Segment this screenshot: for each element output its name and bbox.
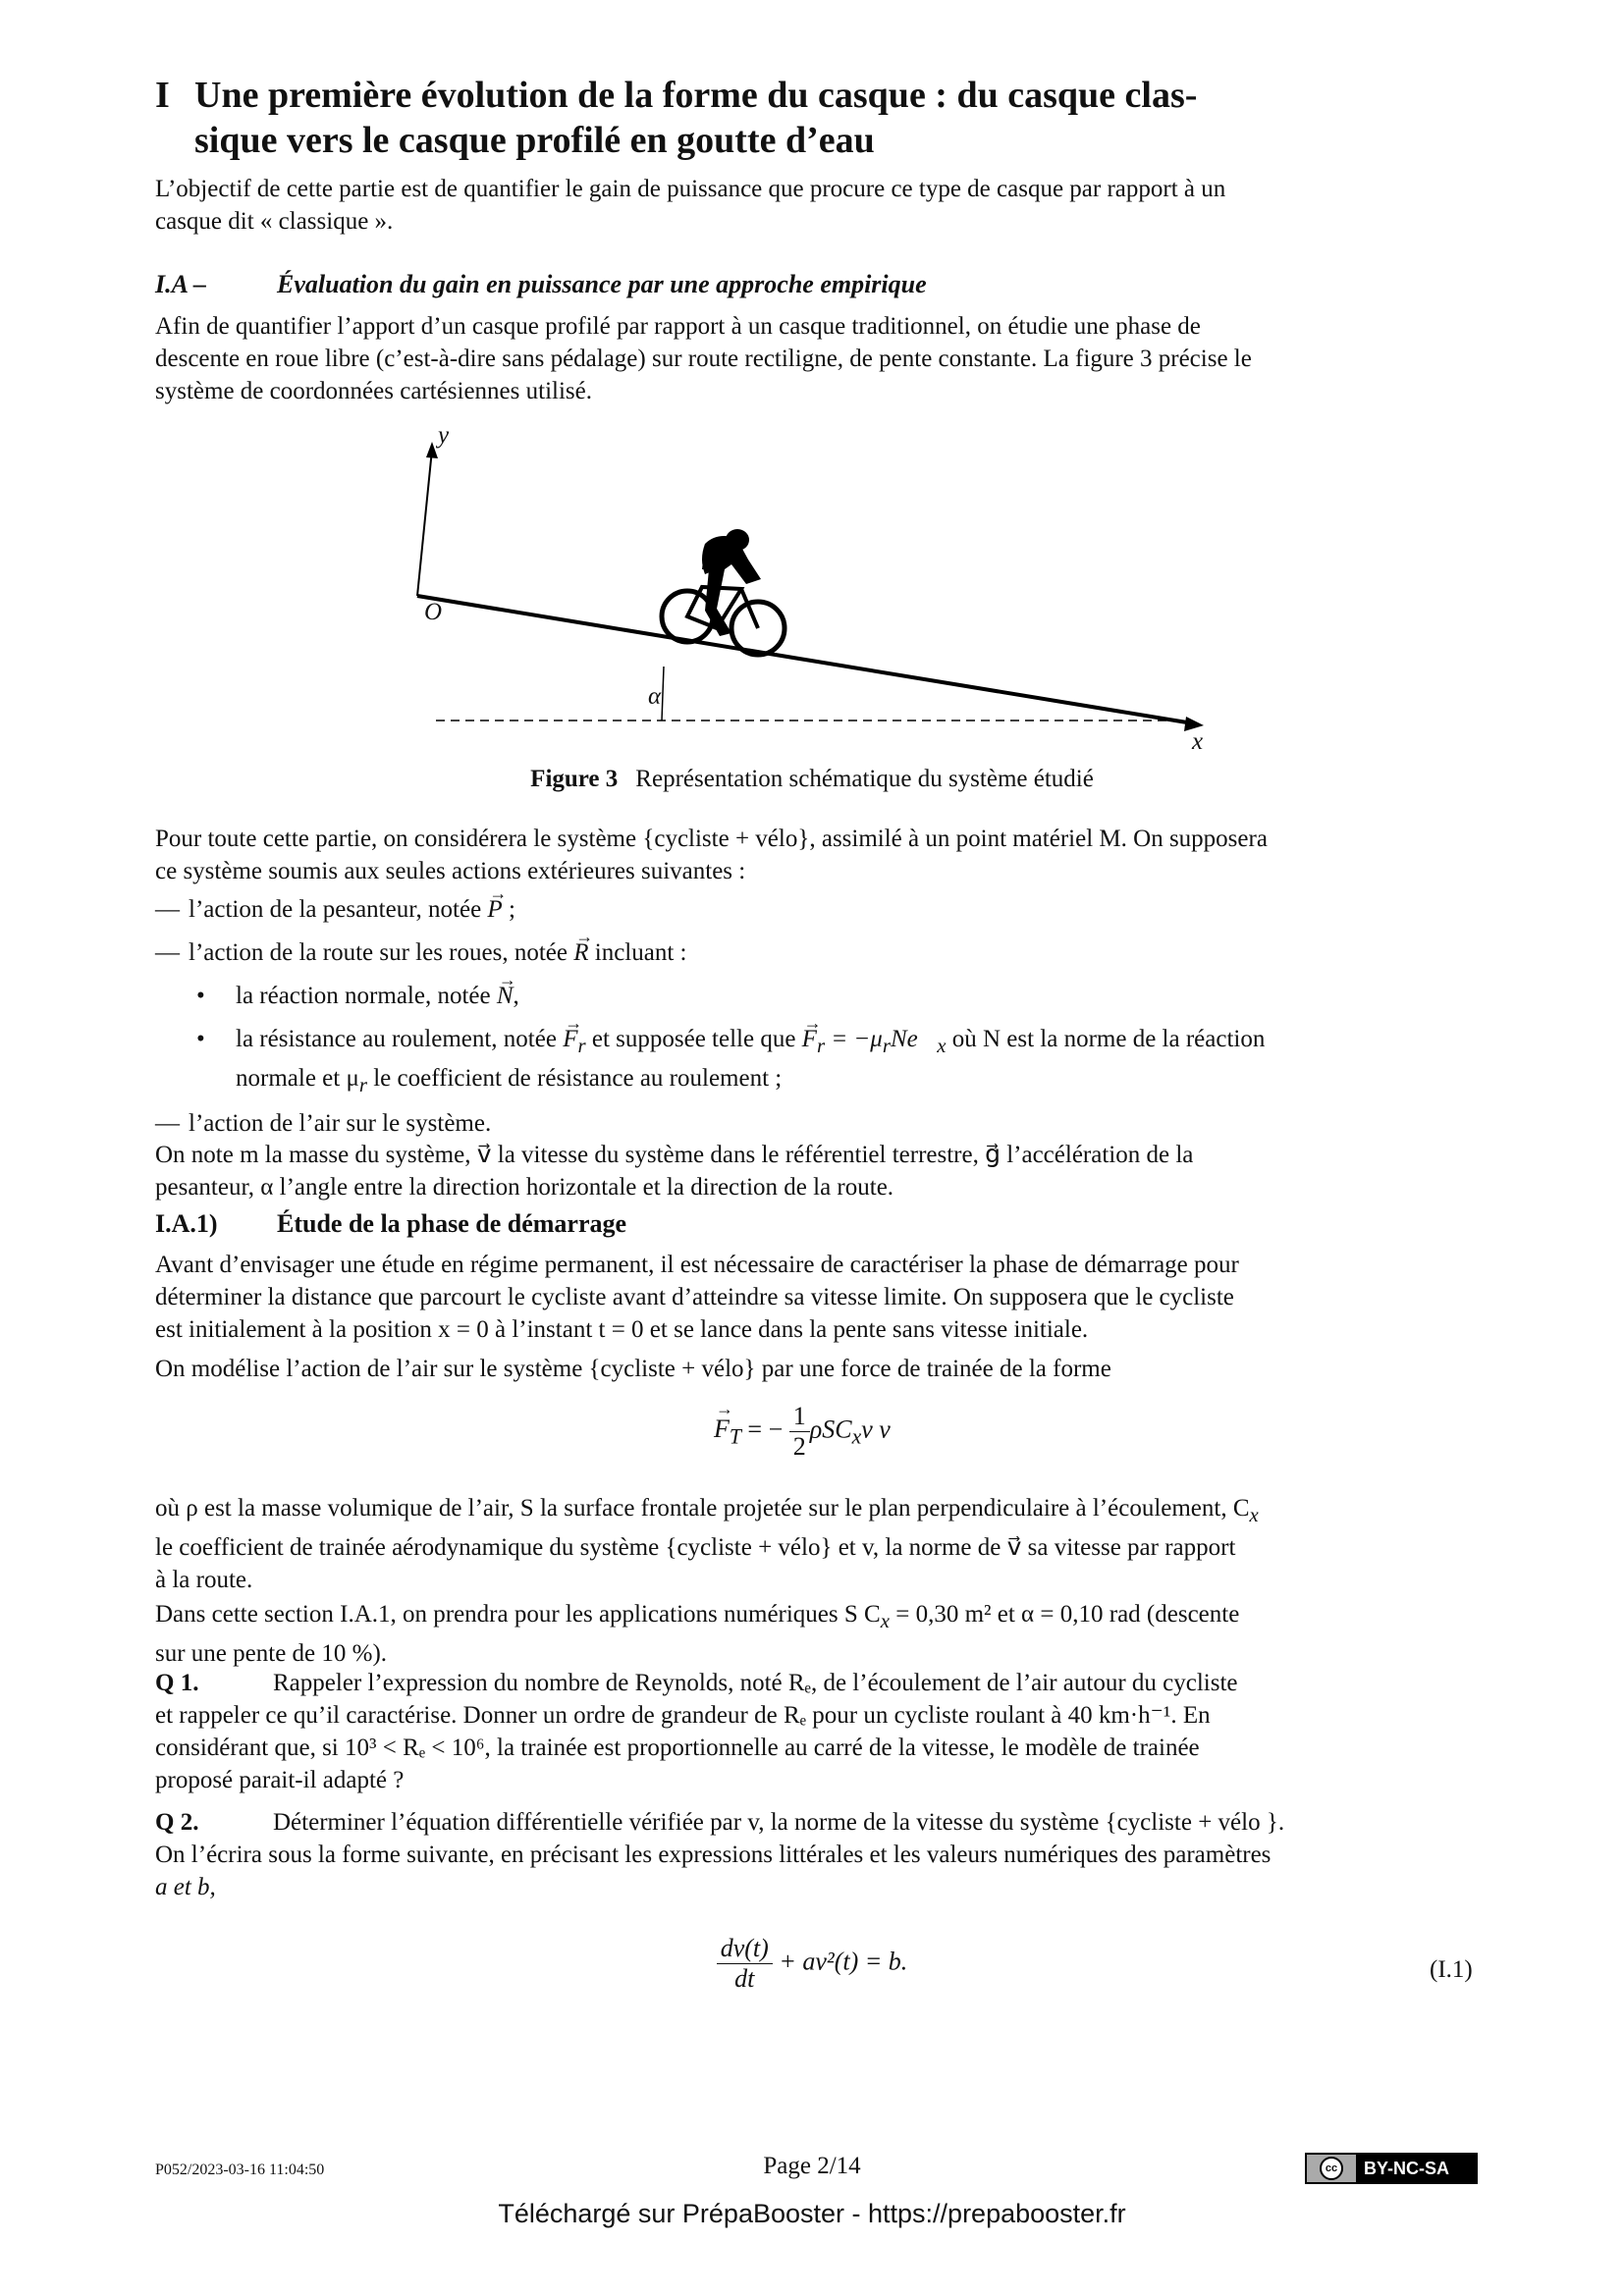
eq-rhs-sub: x xyxy=(851,1424,862,1449)
para-line: où ρ est la masse volumique de l’air, S la surface frontale projetée sur le plan perpendiculaire à l’écoulement, $C_x$ xyxy=(155,1495,1259,1526)
question-2 xyxy=(155,1806,1479,1903)
road-x-axis xyxy=(417,596,1193,723)
equation-tag: (I.1) xyxy=(1430,1956,1473,1983)
subsubsection-title: Étude de la phase de démarrage xyxy=(277,1209,627,1238)
question-line: considérant que, si 10³ < Rₑ < 10⁶, la trainée est proportionnelle au carré de la vitesse, le modèle de trainée xyxy=(155,1735,1200,1761)
list-item-end: ; xyxy=(502,896,515,923)
vector-Fr: → F xyxy=(802,1023,817,1055)
intro-line: casque dit « classique ». xyxy=(155,208,394,235)
subsection-label: I.A – xyxy=(155,270,207,298)
drag-definitions xyxy=(155,1492,1479,1596)
para-line: système de coordonnées cartésiennes utilisé. xyxy=(155,378,592,404)
figure-caption xyxy=(0,766,1624,793)
para-line: ce système soumis aux seules actions extérieures suivantes : xyxy=(155,858,746,884)
section-title xyxy=(155,73,1479,163)
para-line: pesanteur, α l’angle entre la direction horizontale et la direction de la route. xyxy=(155,1174,894,1201)
cc-icon xyxy=(1307,2155,1356,2182)
math-expr: = −μ xyxy=(831,1026,883,1052)
subsection-heading xyxy=(155,270,927,299)
fraction-numerator: dv(t) xyxy=(717,1934,773,1964)
license-text: BY-NC-SA xyxy=(1364,2158,1450,2178)
system-paragraph xyxy=(155,823,1479,887)
sub-list-text: la résistance au roulement, notée xyxy=(236,1026,557,1052)
drag-equation xyxy=(0,1402,1624,1462)
para-line: Pour toute cette partie, on considérera le système {cycliste + vélo}, assimilé à un point matériel M. On supposera xyxy=(155,826,1268,852)
question-text: Rappeler l’expression du nombre de Reynolds, noté Rₑ, de l’écoulement de l’air autour du cycliste xyxy=(273,1670,1238,1696)
fraction-denominator: 2 xyxy=(792,1432,806,1461)
list-item: — l’action de la pesanteur, notée → P ; xyxy=(155,893,1479,926)
vector-R: → R xyxy=(573,936,588,969)
list-item-text: l’action de l’air sur le système. xyxy=(189,1110,492,1137)
cyclist-icon xyxy=(662,529,785,655)
list-item-text: l’action de la route sur les roues, notée xyxy=(189,939,568,966)
para-line: est initialement à la position x = 0 à l’instant t = 0 et se lance dans la pente sans vitesse initiale. xyxy=(155,1316,1089,1343)
para-text: où ρ est la masse volumique de l’air, S la surface frontale projetée sur le plan perpendiculaire à l’écoulement, C xyxy=(155,1495,1250,1522)
vector-N: → N xyxy=(497,980,514,1012)
figure-caption-label: Figure 3 xyxy=(530,766,619,792)
drag-intro: On modélise l’action de l’air sur le système {cycliste + vélo} par une force de trainée de la forme xyxy=(155,1356,1111,1382)
figure-label-origin: O xyxy=(424,599,443,625)
question-text: Déterminer l’équation différentielle vérifiée par v, la norme de la vitesse du système {cycliste + vélo }. xyxy=(273,1809,1285,1836)
sub-list-text: normale et μ xyxy=(236,1065,359,1092)
sub-list-item: • la résistance au roulement, notée → $F_r$ et supposée telle que → $F_r$ = $-\mu_rNe⃗_x$ où N est la norme de la réaction xyxy=(155,1023,1479,1062)
para-line: déterminer la distance que parcourt le cycliste avant d’atteindre sa vitesse limite. On supposera que le cycliste xyxy=(155,1284,1234,1310)
question-line xyxy=(155,1667,1479,1699)
para-line: le coefficient de trainée aérodynamique du système {cycliste + vélo} et v, la norme de v⃗ sa vitesse par rapport xyxy=(155,1534,1236,1561)
eq-rhs-end: v v⃗ xyxy=(861,1415,911,1444)
figure-caption-text: Représentation schématique du système étudié xyxy=(635,766,1094,792)
para-line: Avant d’envisager une étude en régime permanent, il est nécessaire de caractériser la phase de démarrage pour xyxy=(155,1252,1239,1278)
list-item-text: l’action de la pesanteur, notée xyxy=(189,896,482,923)
sub-list-text: et supposée telle que xyxy=(591,1026,796,1052)
figure-3-diagram xyxy=(393,422,1257,766)
section-title-line2: sique vers le casque profilé en goutte d’eau xyxy=(194,120,875,161)
list-item: — l’action de l’air sur le système. xyxy=(155,1110,492,1137)
vector-Fr: → F xyxy=(563,1023,577,1055)
math-expr: N xyxy=(890,1026,907,1052)
para-line: à la route. xyxy=(155,1567,253,1593)
sub-list-end: , xyxy=(513,983,519,1009)
subsection-paragraph xyxy=(155,310,1479,407)
angle-mark xyxy=(662,667,664,721)
question-label: Q 1. xyxy=(155,1670,199,1696)
differential-equation xyxy=(0,1934,1624,1994)
sub-list-text: où N est la norme de la réaction xyxy=(951,1026,1266,1052)
numerical-values xyxy=(155,1598,1479,1670)
license-badge xyxy=(1305,2153,1478,2184)
subsection-title: Évaluation du gain en puissance par une approche empirique xyxy=(277,270,927,298)
fraction-denominator: dt xyxy=(734,1964,755,1993)
section-title-line1: Une première évolution de la forme du casque : du casque clas- xyxy=(194,75,1198,116)
eq-rhs: + av²(t) = b. xyxy=(779,1947,908,1976)
figure-label-y: y xyxy=(438,422,450,449)
eq-rhs: ρSC xyxy=(809,1415,852,1444)
sub-list-continuation: normale et $\mu_r$ le coefficient de résistance au roulement ; xyxy=(236,1065,783,1096)
download-notice: Téléchargé sur PrépaBooster - https://prepabooster.fr xyxy=(498,2199,1126,2228)
intro-line: L’objectif de cette partie est de quantifier le gain de puissance que procure ce type de casque par rapport à un xyxy=(155,176,1226,202)
subsubsection-label: I.A.1) xyxy=(155,1209,218,1238)
question-line: proposé parait-il adapté ? xyxy=(155,1767,405,1793)
section-number: I xyxy=(155,75,170,116)
para-text: = 0,30 m² et α = 0,10 rad (descente xyxy=(889,1601,1240,1628)
sub-list-text: le coefficient de résistance au roulement ; xyxy=(373,1065,783,1092)
question-label: Q 2. xyxy=(155,1809,199,1836)
para-text: Dans cette section I.A.1, on prendra pour les applications numériques S C xyxy=(155,1601,881,1628)
para-line: descente en roue libre (c’est-à-dire sans pédalage) sur route rectiligne, de pente constante. La figure 3 précise le xyxy=(155,346,1252,372)
cc-logo: cc xyxy=(1320,2157,1343,2180)
fraction xyxy=(789,1402,810,1462)
page-number: Page 2/14 xyxy=(763,2153,861,2179)
para-line: Afin de quantifier l’apport d’un casque profilé par rapport à un casque traditionnel, on étudie une phase de xyxy=(155,313,1201,340)
startup-paragraph xyxy=(155,1249,1479,1346)
fraction xyxy=(717,1934,773,1994)
figure-label-x: x xyxy=(1192,728,1204,755)
vector-P: → P xyxy=(487,893,502,926)
question-line: et rappeler ce qu’il caractérise. Donner un ordre de grandeur de Rₑ pour un cycliste roulant à 40 km·h⁻¹. En xyxy=(155,1702,1211,1729)
question-line: a et b, xyxy=(155,1874,216,1900)
para-line: Dans cette section I.A.1, on prendra pour les applications numériques S $C_x = 0,30$ m² et α = 0,10 rad (descente xyxy=(155,1601,1240,1632)
eq-lhs: → F xyxy=(714,1415,730,1444)
figure-label-alpha: α xyxy=(648,683,662,710)
subsubsection-heading xyxy=(155,1209,626,1239)
question-line xyxy=(155,1806,1479,1839)
para-line: On note m la masse du système, v⃗ la vitesse du système dans le référentiel terrestre, g⃗ l’accélération de la xyxy=(155,1142,1194,1168)
notation-paragraph xyxy=(155,1139,1479,1203)
eq-operator: = − xyxy=(747,1415,784,1444)
question-line: On l’écrira sous la forme suivante, en précisant les expressions littérales et les valeurs numériques des paramètres xyxy=(155,1842,1272,1868)
document-code: P052/2023-03-16 11:04:50 xyxy=(155,2162,325,2178)
fraction-numerator: 1 xyxy=(789,1402,810,1432)
eq-sub: T xyxy=(729,1424,741,1449)
sub-list-text: la réaction normale, notée xyxy=(236,983,491,1009)
list-item: — l’action de la route sur les roues, notée → R incluant : xyxy=(155,936,1479,969)
para-line: sur une pente de 10 %). xyxy=(155,1640,388,1667)
question-1 xyxy=(155,1667,1479,1796)
y-axis-arrowhead xyxy=(426,442,438,458)
y-axis xyxy=(417,450,432,596)
sub-list-item: • la réaction normale, notée → N, xyxy=(155,980,1479,1012)
force-list xyxy=(155,893,1479,1140)
section-intro xyxy=(155,173,1479,238)
list-item-end: incluant : xyxy=(588,939,687,966)
